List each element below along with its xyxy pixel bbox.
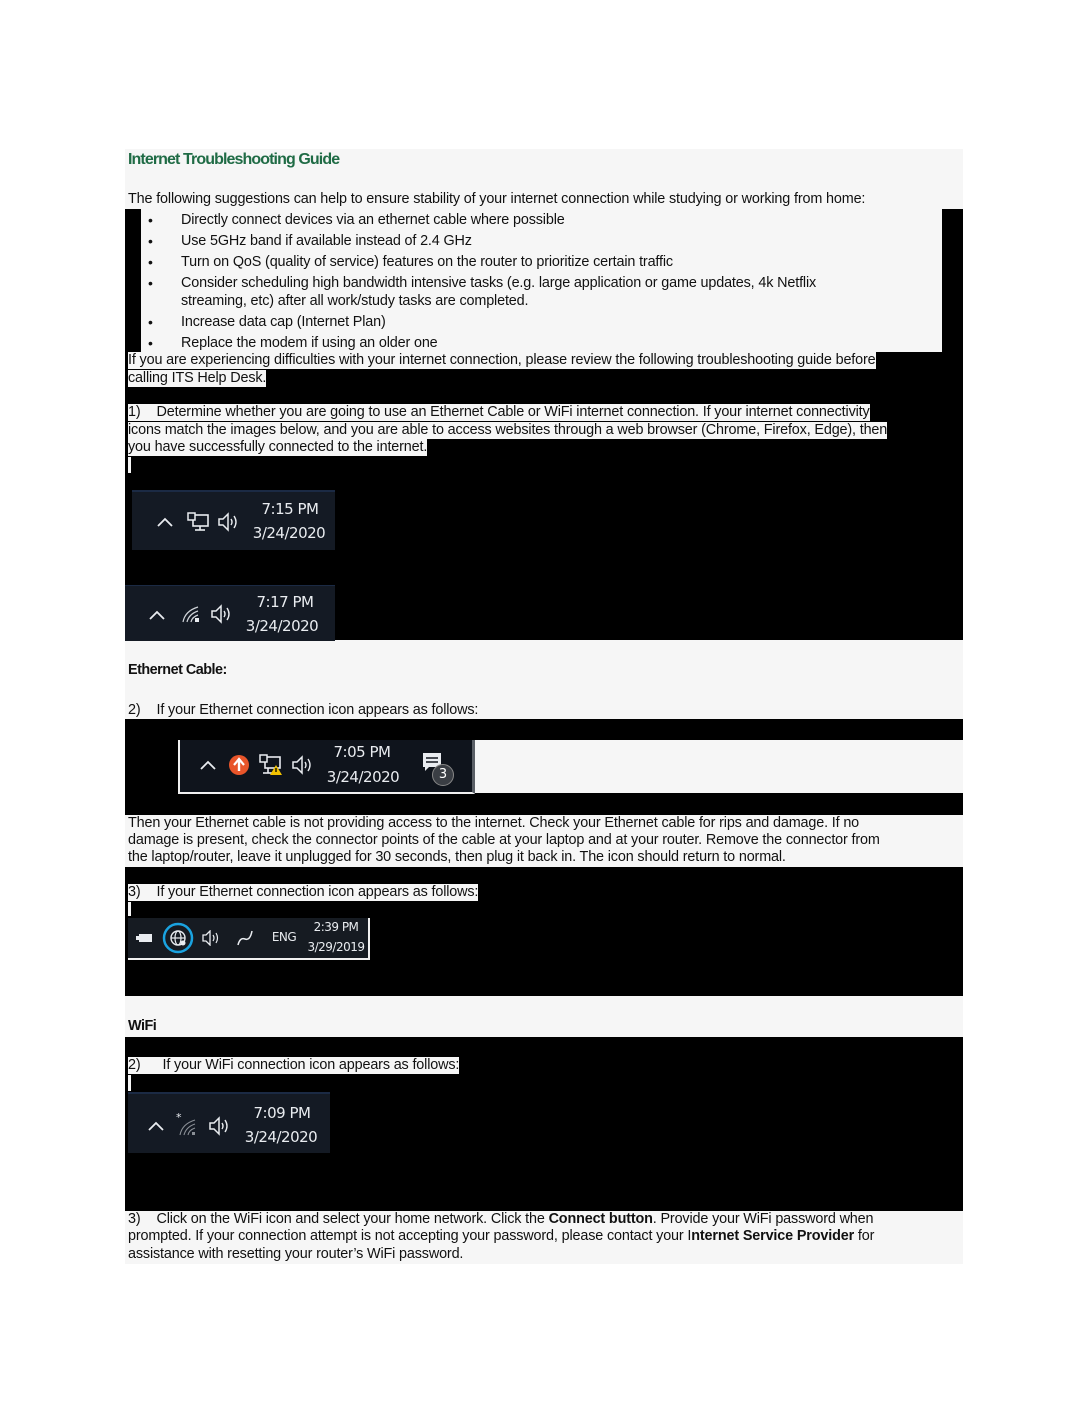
panel-strip — [475, 740, 963, 793]
step1-line-3: you have successfully connected to the internet. — [128, 439, 428, 455]
ethernet-heading: Ethernet Cable: — [128, 662, 227, 678]
list-item: • Directly connect devices via an ethernet cable where possible — [148, 212, 565, 228]
tray-date: 3/24/2020 — [252, 524, 326, 542]
language-indicator: ENG — [271, 930, 297, 944]
notification-badge: 3 — [432, 764, 454, 786]
chevron-up-icon — [148, 1121, 164, 1131]
tray-date: 3/24/2020 — [244, 1128, 318, 1146]
tray-time: 2:39 PM — [313, 920, 359, 934]
wifi-unavailable-icon — [176, 1112, 198, 1136]
step1-line-1: 1) Determine whether you are going to use an Ethernet Cable or WiFi internet connection. If your internet connectivity — [128, 404, 870, 420]
tray-time: 7:09 PM — [253, 1104, 311, 1122]
update-arrow-icon — [228, 754, 250, 776]
tray-date: 3/24/2020 — [245, 617, 319, 635]
intro-text: The following suggestions can help to ensure stability of your internet connection while studying or working from home: — [128, 191, 866, 207]
speaker-icon — [208, 1116, 230, 1136]
tray-time: 7:17 PM — [256, 593, 314, 611]
cursor-bar — [128, 457, 131, 473]
wifi-icon — [181, 605, 201, 623]
wifi-step3-line-3: assistance with resetting your router’s WiFi password. — [128, 1246, 464, 1262]
review-line-1: If you are experiencing difficulties with your internet connection, please review the following troubleshooting guide before — [128, 352, 876, 368]
chevron-up-icon — [149, 610, 165, 620]
connect-button-emphasis: Connect button — [548, 1211, 653, 1227]
step1-line-2: icons match the images below, and you are able to access websites through a web browser (Chrome, Firefox, Edge), then — [128, 422, 888, 438]
pen-icon — [236, 929, 254, 947]
tray-date: 3/29/2019 — [307, 940, 365, 954]
eth-fix-line-2: damage is present, check the connector points of the cable at your laptop and at your router. Remove the connector from — [128, 832, 880, 848]
wifi-heading: WiFi — [128, 1018, 157, 1034]
taskbar-screenshot-ethernet-connected — [132, 490, 335, 550]
taskbar-screenshot-wifi-disconnected — [128, 1092, 330, 1153]
taskbar-screenshot-ethernet-no-internet — [128, 918, 370, 960]
eth-fix-line-1: Then your Ethernet cable is not providing access to the internet. Check your Ethernet cable for rips and damage. If no — [128, 815, 860, 831]
taskbar-screenshot-ethernet-warning — [178, 740, 475, 794]
tray-time: 7:15 PM — [261, 500, 319, 518]
eth-step3-text: 3) If your Ethernet connection icon appears as follows: — [128, 884, 479, 900]
eth-step2-text: 2) If your Ethernet connection icon appears as follows: — [128, 702, 479, 718]
ethernet-warning-icon — [259, 754, 283, 776]
ethernet-icon — [187, 512, 209, 532]
eth-fix-line-3: the laptop/router, leave it unplugged for 30 seconds, then plug it back in. The icon should return to normal. — [128, 849, 786, 865]
wifi-step2-text: 2) If your WiFi connection icon appears as follows: — [128, 1057, 460, 1073]
speaker-icon — [202, 930, 220, 946]
cursor-bar — [128, 1075, 131, 1091]
chevron-up-icon — [200, 760, 216, 770]
speaker-icon — [291, 755, 313, 775]
globe-icon — [162, 922, 194, 954]
wifi-step3-line-2: prompted. If your connection attempt is not accepting your password, please contact your Internet Service Provider for — [128, 1228, 875, 1244]
cursor-bar — [128, 902, 131, 916]
review-line-2: calling ITS Help Desk. — [128, 370, 267, 386]
speaker-icon — [217, 512, 239, 532]
list-item: • Use 5GHz band if available instead of 2.4 GHz — [148, 233, 472, 249]
speaker-icon — [210, 604, 232, 624]
taskbar-screenshot-wifi-connected — [125, 585, 335, 641]
list-item: • Consider scheduling high bandwidth intensive tasks (e.g. large application or game updates, 4k Netflix streaming, etc) after all work/study tasks are completed. — [148, 275, 817, 309]
battery-icon — [136, 932, 154, 944]
page-title: Internet Troubleshooting Guide — [128, 151, 340, 168]
chevron-up-icon — [157, 517, 173, 527]
isp-emphasis: nternet Service Provider — [691, 1228, 855, 1244]
list-item: • Turn on QoS (quality of service) features on the router to prioritize certain traffic — [148, 254, 673, 270]
wifi-step3-line-1: 3) Click on the WiFi icon and select your home network. Click the Connect button. Provide your WiFi password when — [128, 1211, 874, 1227]
tray-date: 3/24/2020 — [326, 768, 400, 786]
svg-text:*: * — [176, 1112, 182, 1124]
list-item: • Replace the modem if using an older one — [148, 335, 438, 351]
list-item: • Increase data cap (Internet Plan) — [148, 314, 386, 330]
tray-time: 7:05 PM — [333, 743, 391, 761]
